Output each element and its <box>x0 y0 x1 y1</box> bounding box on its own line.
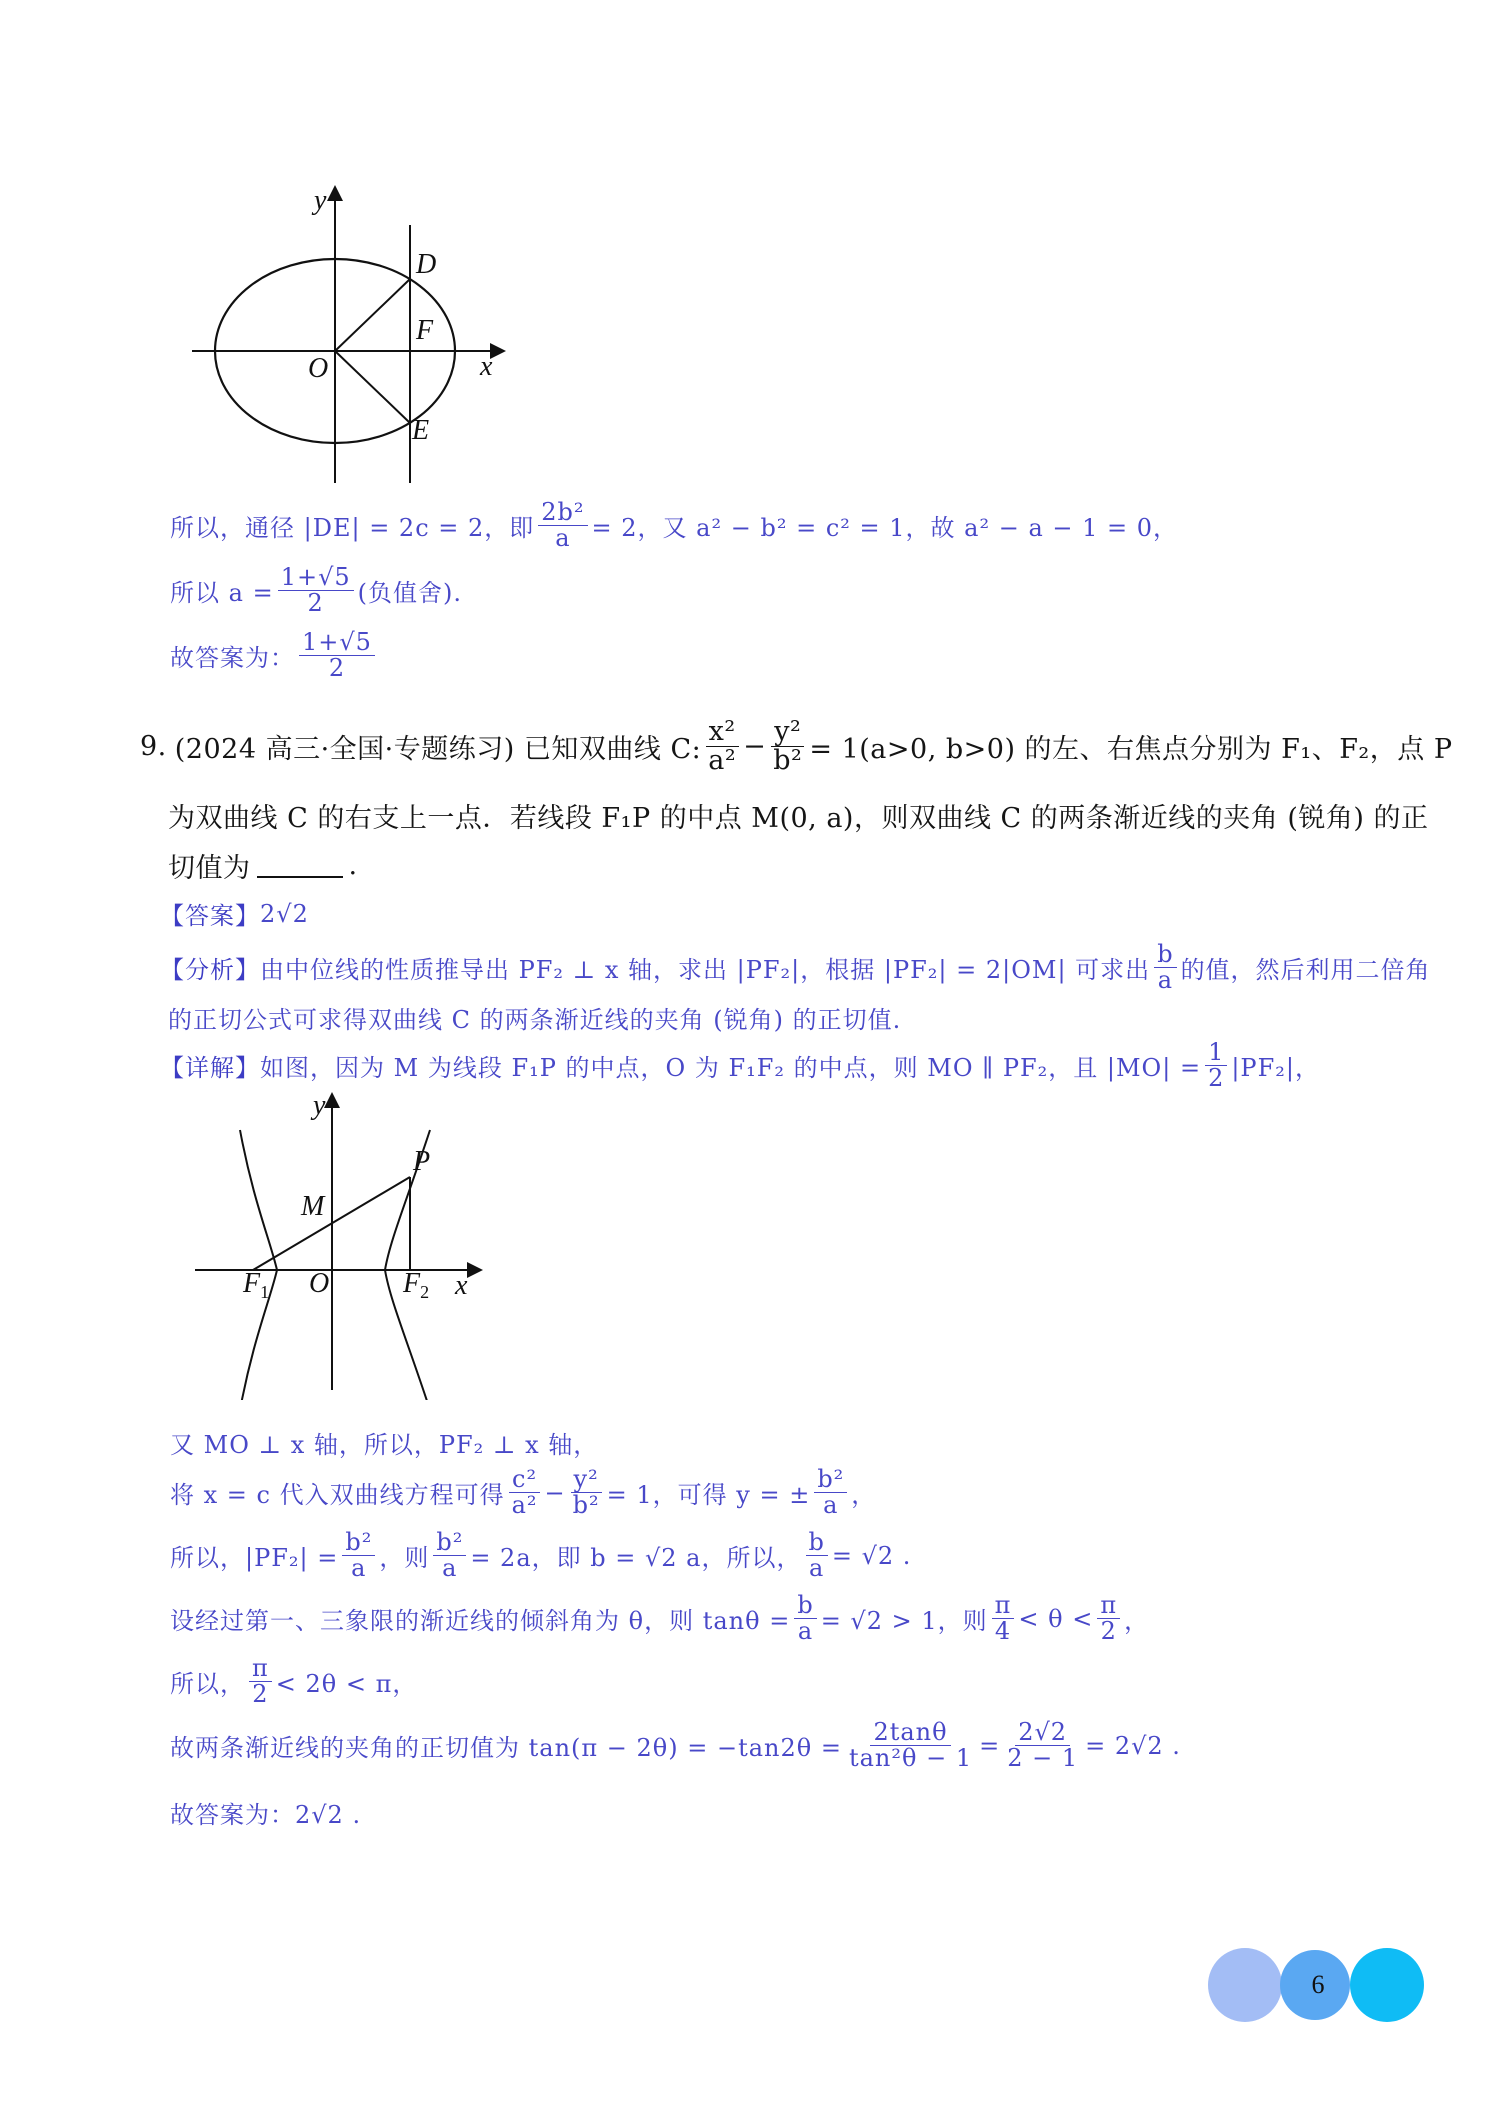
footer-circle-left <box>1208 1948 1282 2022</box>
page-number: 6 <box>1311 1970 1325 1999</box>
fraction: $\frac{\text{2b²}}{a}$ <box>538 500 587 551</box>
fig2-label-o: O <box>309 1268 330 1299</box>
q9-line-2 <box>168 796 1429 835</box>
fig2-label-y: y <box>313 1090 326 1121</box>
sol9-line-6 <box>170 1720 1181 1771</box>
text: . <box>348 850 358 881</box>
fraction: $\frac{b}{a}$ <box>794 1593 816 1644</box>
sol9-line-2 <box>170 1467 876 1518</box>
question-number: 9. <box>140 731 167 763</box>
sol8-line-2 <box>170 565 462 616</box>
text: = 1，可得 y = ± <box>606 1481 811 1510</box>
fig2-label-x: x <box>455 1270 468 1301</box>
analysis-line-1 <box>160 942 1431 993</box>
sol9-line-4 <box>170 1593 1149 1644</box>
text: = 2，又 a² − b² = c² = 1，故 a² − a − 1 = 0， <box>591 514 1179 543</box>
fraction: $\frac{\text{b²}}{a}$ <box>433 1530 466 1581</box>
sol9-line-5 <box>170 1656 417 1707</box>
text: |PF₂|， <box>1231 1054 1320 1083</box>
fig1-label-x: x <box>480 351 493 382</box>
fraction: $\frac{\pi}{2}$ <box>1097 1593 1120 1644</box>
text: 的正切公式可求得双曲线 C 的两条渐近线的夹角 (锐角) 的正切值. <box>168 1006 902 1034</box>
fraction: $\frac{2\tan\theta}{\text{tan²θ − 1}}$ <box>848 1718 973 1773</box>
fraction: $\frac{\pi}{4}$ <box>992 1593 1015 1644</box>
analysis-line-2 <box>168 1000 901 1035</box>
fraction: $\frac{\text{y²}}{\text{b²}}$ <box>570 1467 603 1518</box>
fraction: $\frac{2√2}{2 - 1}$ <box>1007 1718 1079 1773</box>
footer-circle-right <box>1350 1948 1424 2022</box>
text: 故答案为： <box>170 644 295 673</box>
text: 所以， <box>170 1670 245 1699</box>
fraction: $\frac{\pi}{2}$ <box>249 1656 272 1707</box>
text: 所以，|PF₂| = <box>170 1544 339 1573</box>
fig2-label-m: M <box>301 1191 325 1222</box>
text: 所以 a = <box>170 579 274 608</box>
q9-line-1 <box>140 718 1453 776</box>
fig1-label-o: O <box>308 353 329 384</box>
fraction: $\frac{1}{2}$ <box>1205 1040 1227 1091</box>
text: 为双曲线 C 的右支上一点．若线段 F₁P 的中点 M(0, a)，则双曲线 C 的两条渐近线的夹角 (锐角) 的正 <box>168 803 1429 834</box>
fig1-label-e: E <box>412 415 430 446</box>
text: − <box>544 1478 566 1507</box>
fig2-label-f1: $F_1$ <box>243 1268 270 1302</box>
sol9-line-7 <box>170 1795 361 1830</box>
text: (负值舍). <box>357 579 462 608</box>
sol8-line-3 <box>170 630 379 681</box>
q9-line-3 <box>168 846 358 885</box>
text: 将 x = c 代入双曲线方程可得 <box>170 1481 505 1510</box>
text: 又 MO ⊥ x 轴，所以，PF₂ ⊥ x 轴， <box>170 1431 599 1459</box>
detail-tag: 【详解】 <box>160 1054 260 1083</box>
fraction: $\frac{\text{b²}}{a}$ <box>814 1467 847 1518</box>
fig1-label-f: F <box>416 315 434 346</box>
text: − <box>743 731 767 763</box>
hyperbola-figure <box>185 1090 505 1400</box>
fraction: $\frac{b}{a}$ <box>806 1530 828 1581</box>
text: = √2 > 1，则 <box>820 1607 988 1636</box>
text: 切值为 <box>168 853 251 884</box>
text: 故两条渐近线的夹角的正切值为 tan(π − 2θ) = −tan2θ = <box>170 1734 842 1763</box>
text: 设经过第一、三象限的渐近线的倾斜角为 θ，则 tanθ = <box>170 1607 791 1636</box>
text: ， <box>1124 1607 1150 1636</box>
text: = √2 . <box>831 1541 912 1570</box>
analysis-tag: 【分析】 <box>160 956 260 985</box>
fig2-label-f2: $F_2$ <box>403 1268 430 1302</box>
answer-value: 2√2 <box>260 899 309 928</box>
fig2-label-p: P <box>413 1146 431 1177</box>
fig1-label-y: y <box>314 185 327 216</box>
text: ， <box>851 1481 877 1510</box>
answer-line <box>160 896 309 931</box>
text: 由中位线的性质推导出 PF₂ ⊥ x 轴，求出 |PF₂|，根据 |PF₂| = 2|OM| 可求出 <box>260 956 1151 985</box>
text: 所以，通径 |DE| = 2c = 2，即 <box>170 514 535 543</box>
text: 的值，然后利用二倍角 <box>1180 956 1431 985</box>
text: ，则 <box>379 1544 430 1573</box>
text: (2024 高三·全国·专题练习) 已知双曲线 C: <box>174 734 702 766</box>
fraction: $\frac{\text{y²}}{\text{b²}}$ <box>773 716 803 777</box>
sol8-line-1 <box>170 500 1178 551</box>
fraction: $\frac{\text{b²}}{a}$ <box>342 1530 375 1581</box>
answer-blank <box>257 854 343 878</box>
text: < 2θ < π， <box>275 1670 418 1699</box>
fraction: $\frac{1+√5}{2}$ <box>278 565 354 616</box>
text: = 1(a>0, b>0) 的左、右焦点分别为 F₁、F₂，点 P <box>809 734 1453 766</box>
text: = <box>979 1731 1001 1760</box>
fig1-label-d: D <box>416 249 437 280</box>
text: = 2a，即 b = √2 a，所以， <box>470 1544 802 1573</box>
fraction: $\frac{\text{c²}}{\text{a²}}$ <box>509 1467 541 1518</box>
fraction: $\frac{\text{x²}}{\text{a²}}$ <box>705 718 739 776</box>
text: = 2√2 . <box>1085 1731 1181 1760</box>
fraction: $\frac{1+√5}{2}$ <box>299 630 375 681</box>
sol9-line-1 <box>170 1425 598 1460</box>
answer-tag: 【答案】 <box>160 902 260 930</box>
text: < θ < <box>1018 1604 1094 1633</box>
text: 如图，因为 M 为线段 F₁P 的中点，O 为 F₁F₂ 的中点，则 MO ∥ PF₂，且 |MO| = <box>260 1054 1202 1083</box>
ellipse-figure <box>180 185 520 490</box>
detail-line-1 <box>160 1040 1320 1091</box>
text: 故答案为：2√2 . <box>170 1801 362 1829</box>
fraction: $\frac{b}{a}$ <box>1154 942 1176 993</box>
sol9-line-3 <box>170 1530 911 1581</box>
